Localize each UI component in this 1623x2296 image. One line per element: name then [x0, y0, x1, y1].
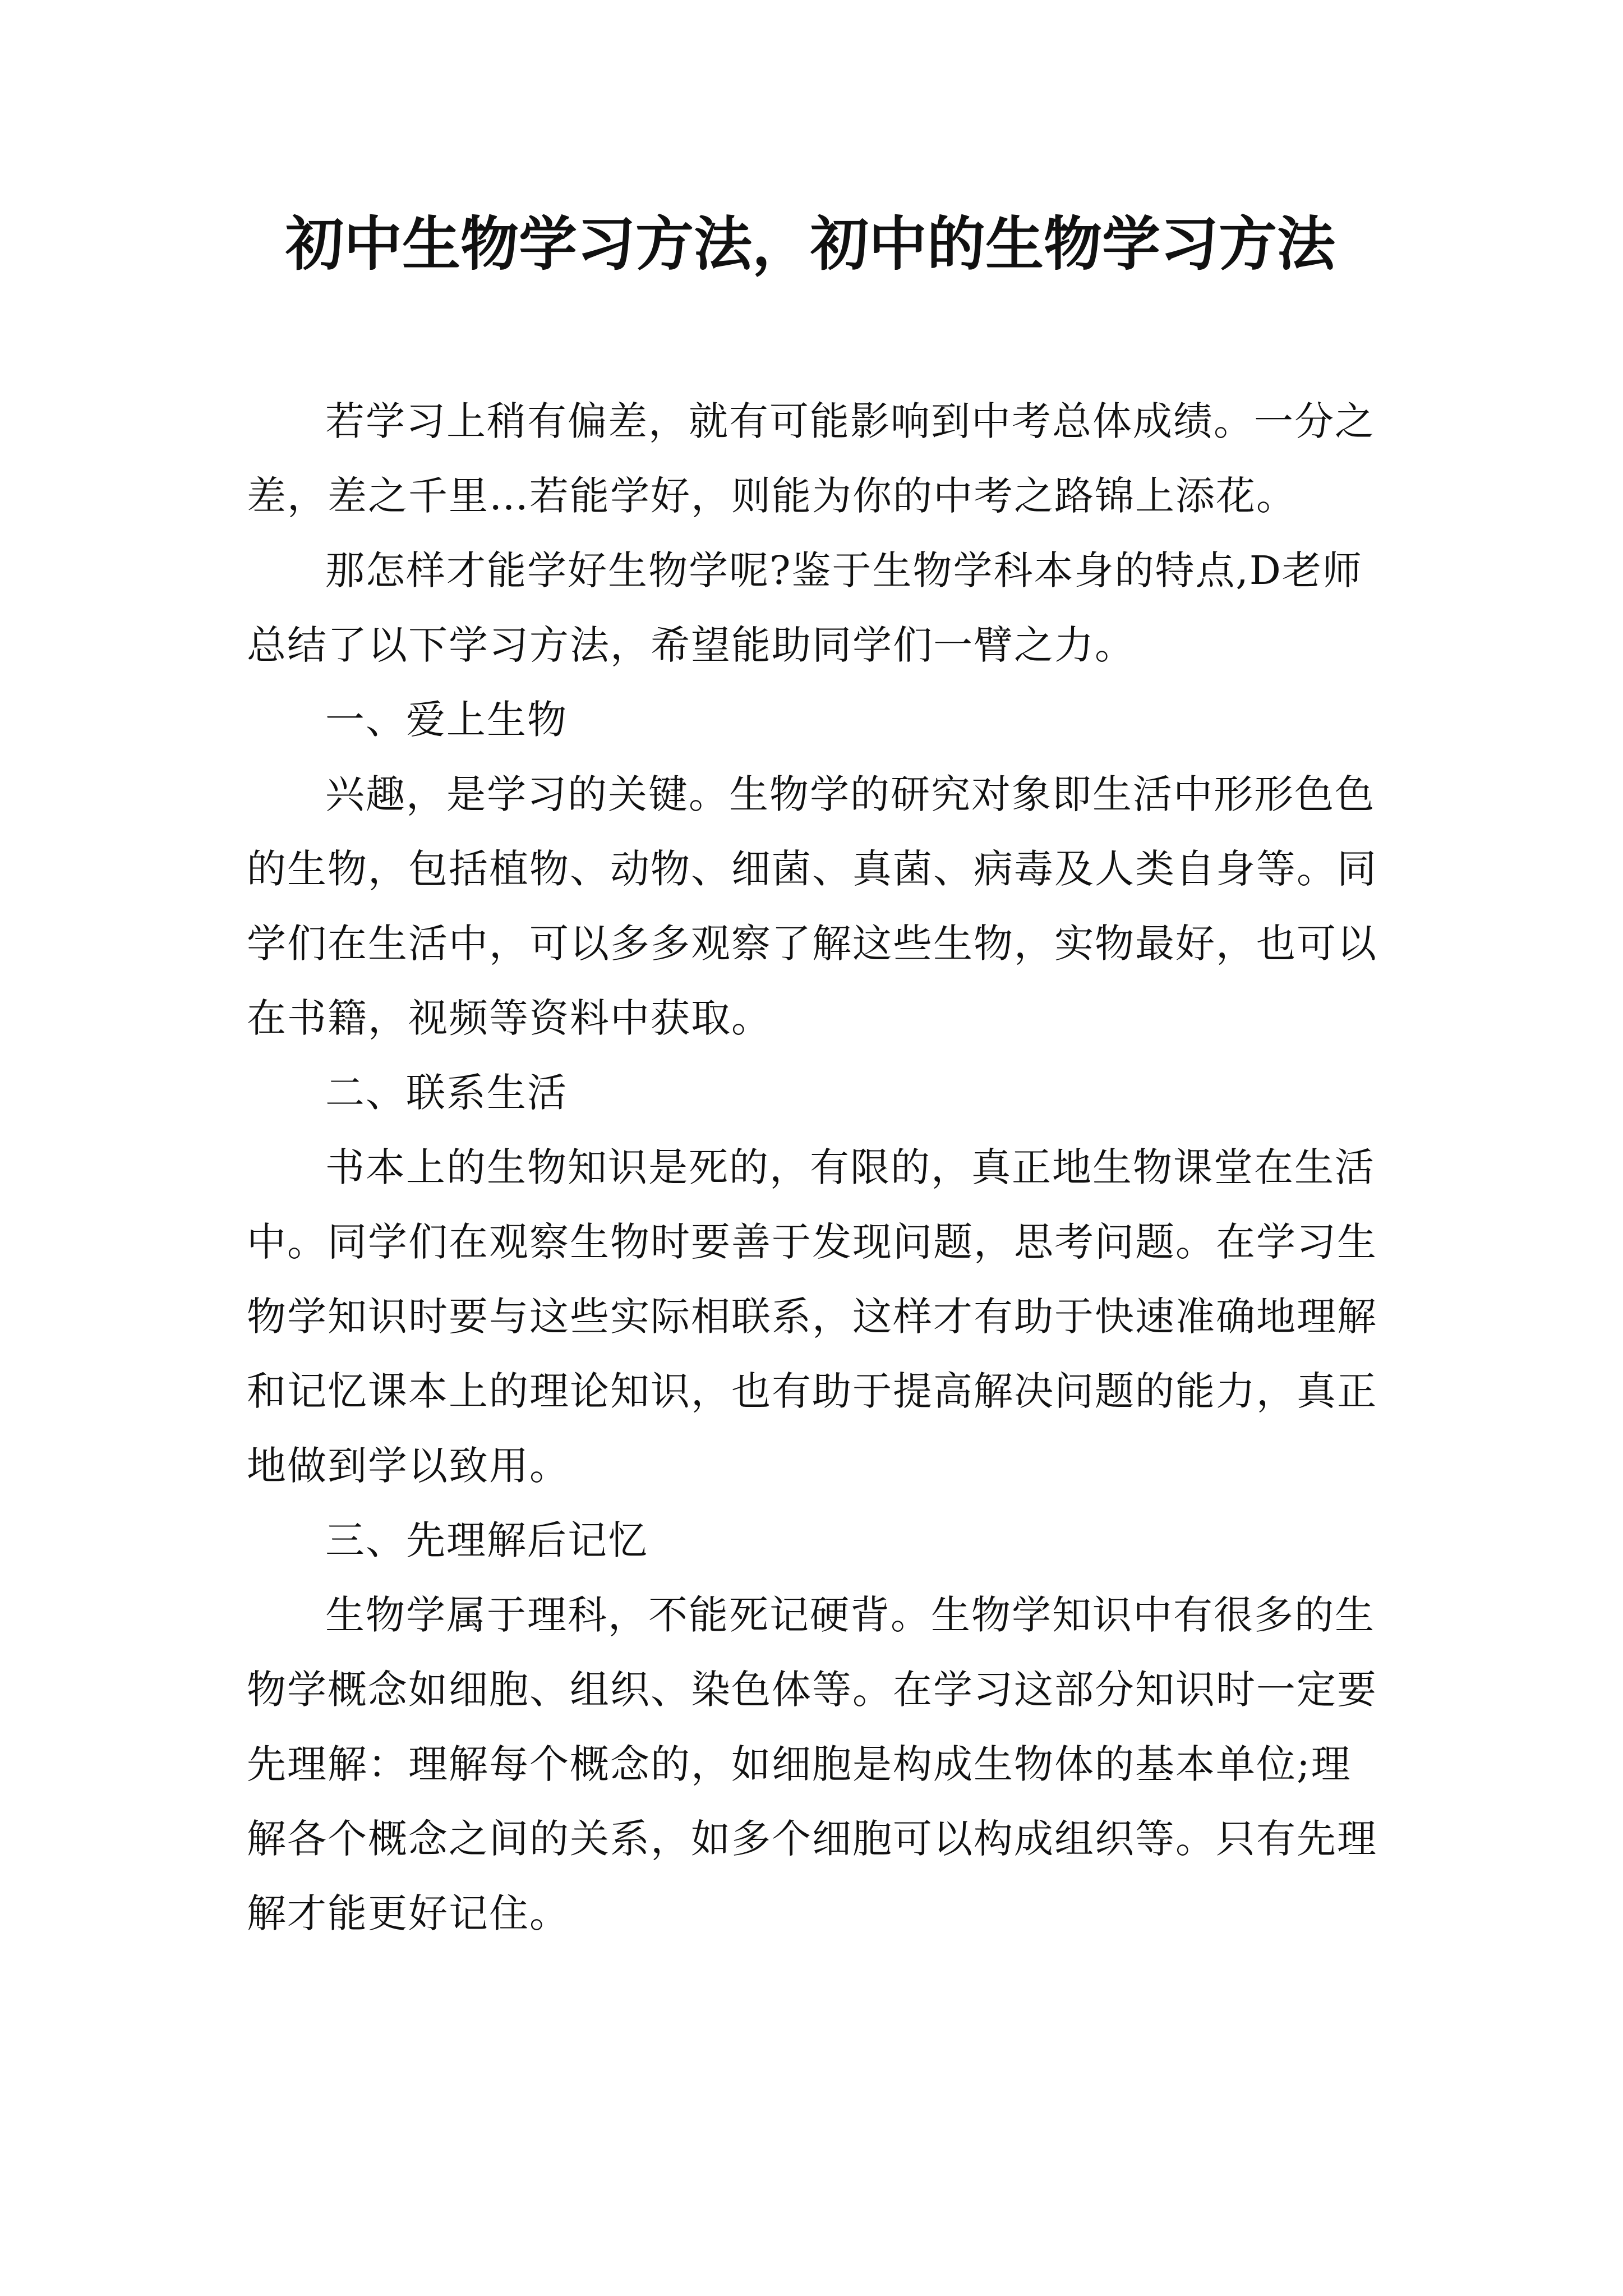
paragraph-section-2: 书本上的生物知识是死的，有限的，真正地生物课堂在生活中。同学们在观察生物时要善于发现问题，思考问题。在学习生物学知识时要与这些实际相联系，这样才有助于快速准确地理解和记忆课本上的理论知识，也有助于提高解决问题的能力，真正地做到学以致用。: [247, 1144, 1377, 1489]
document-title: 初中生物学习方法，初中的生物学习方法: [285, 209, 1335, 278]
document-body: [247, 384, 1380, 1951]
paragraph-how-to-learn: 那怎样才能学好生物学呢?鉴于生物学科本身的特点,D老师总结了以下学习方法，希望能助同学们一臂之力。: [247, 547, 1363, 668]
section-heading-1: 一、爱上生物: [325, 697, 568, 743]
section-heading-3: 三、先理解后记忆: [325, 1517, 648, 1563]
paragraph-section-3: 生物学属于理科，不能死记硬背。生物学知识中有很多的生物学概念如细胞、组织、染色体等。在学习这部分知识时一定要先理解：理解每个概念的，如细胞是构成生物体的基本单位;理解各个概念之间的关系，如多个细胞可以构成组织等。只有先理解才能更好记住。: [247, 1592, 1377, 1936]
section-heading-2: 二、联系生活: [325, 1070, 568, 1116]
paragraph-intro: 若学习上稍有偏差，就有可能影响到中考总体成绩。一分之差，差之千里…若能学好，则能为你的中考之路锦上添花。: [247, 398, 1375, 519]
paragraph-section-1: 兴趣，是学习的关键。生物学的研究对象即生活中形形色色的生物，包括植物、动物、细菌、真菌、病毒及人类自身等。同学们在生活中，可以多多观察了解这些生物，实物最好，也可以在书籍，视频等资料中获取。: [247, 771, 1377, 1041]
